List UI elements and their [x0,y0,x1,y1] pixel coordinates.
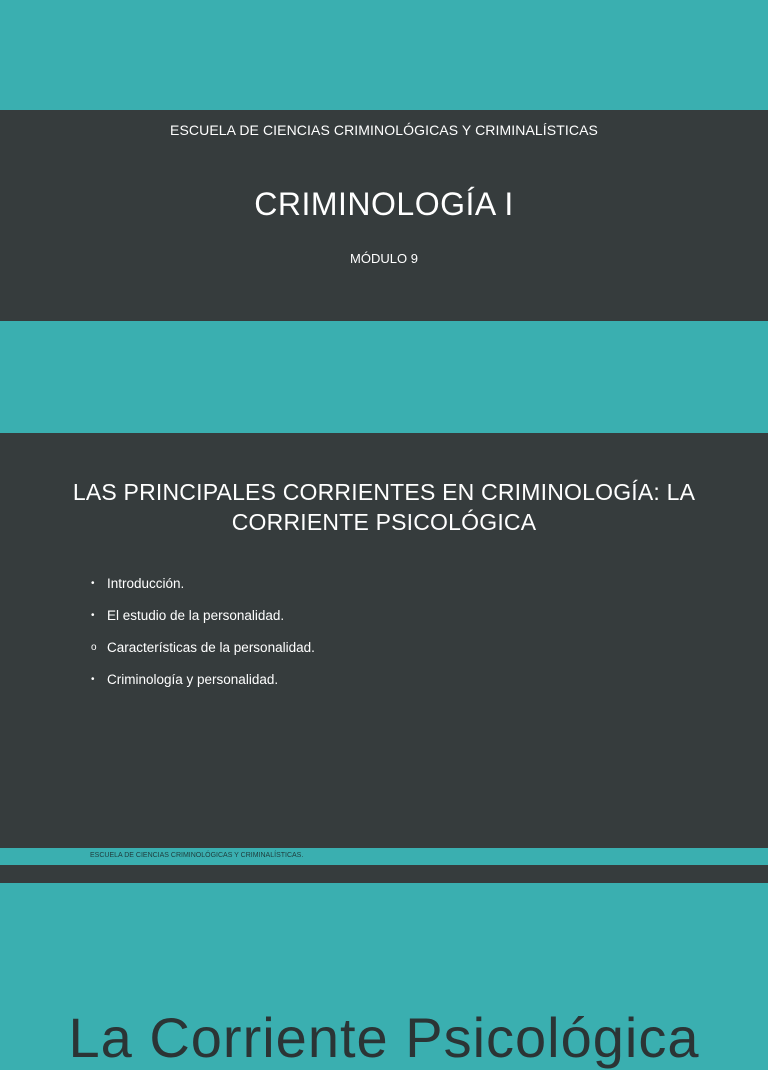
heading-line-2: CORRIENTE PSICOLÓGICA [231,509,537,535]
circle-bullet-icon: o [91,642,97,653]
title-slide [0,110,768,321]
school-name: ESCUELA DE CIENCIAS CRIMINOLÓGICAS Y CRIMINALÍSTICAS [170,122,598,138]
bullet-icon: • [91,578,95,589]
slide1-top-margin [0,0,768,110]
section-slide [0,883,768,1069]
module-label: MÓDULO 9 [350,251,418,266]
topic-list [91,575,691,703]
bullet-icon: • [91,674,95,685]
course-title: CRIMINOLOGÍA I [254,186,514,222]
footer-text: ESCUELA DE CIENCIAS CRIMINOLÓGICAS Y CRIMINALÍSTICAS. [90,852,304,859]
slide-separator [0,865,768,883]
contents-slide [0,433,768,848]
heading-line-1: LAS PRINCIPALES CORRIENTES EN CRIMINOLOGÍA: LA [72,479,696,505]
section-title: La Corriente Psicológica [68,1006,700,1069]
bullet-icon: • [91,610,95,621]
list-item [91,639,691,671]
list-item [91,607,691,639]
list-item-text: Criminología y personalidad. [107,672,279,687]
list-item-text: Introducción. [107,576,185,591]
slide-gap [0,321,768,433]
list-item-text: Características de la personalidad. [107,640,315,655]
footer-strip [0,848,768,865]
list-item [91,575,691,607]
list-item-text: El estudio de la personalidad. [107,608,285,623]
list-item [91,671,691,703]
contents-heading [60,477,708,537]
